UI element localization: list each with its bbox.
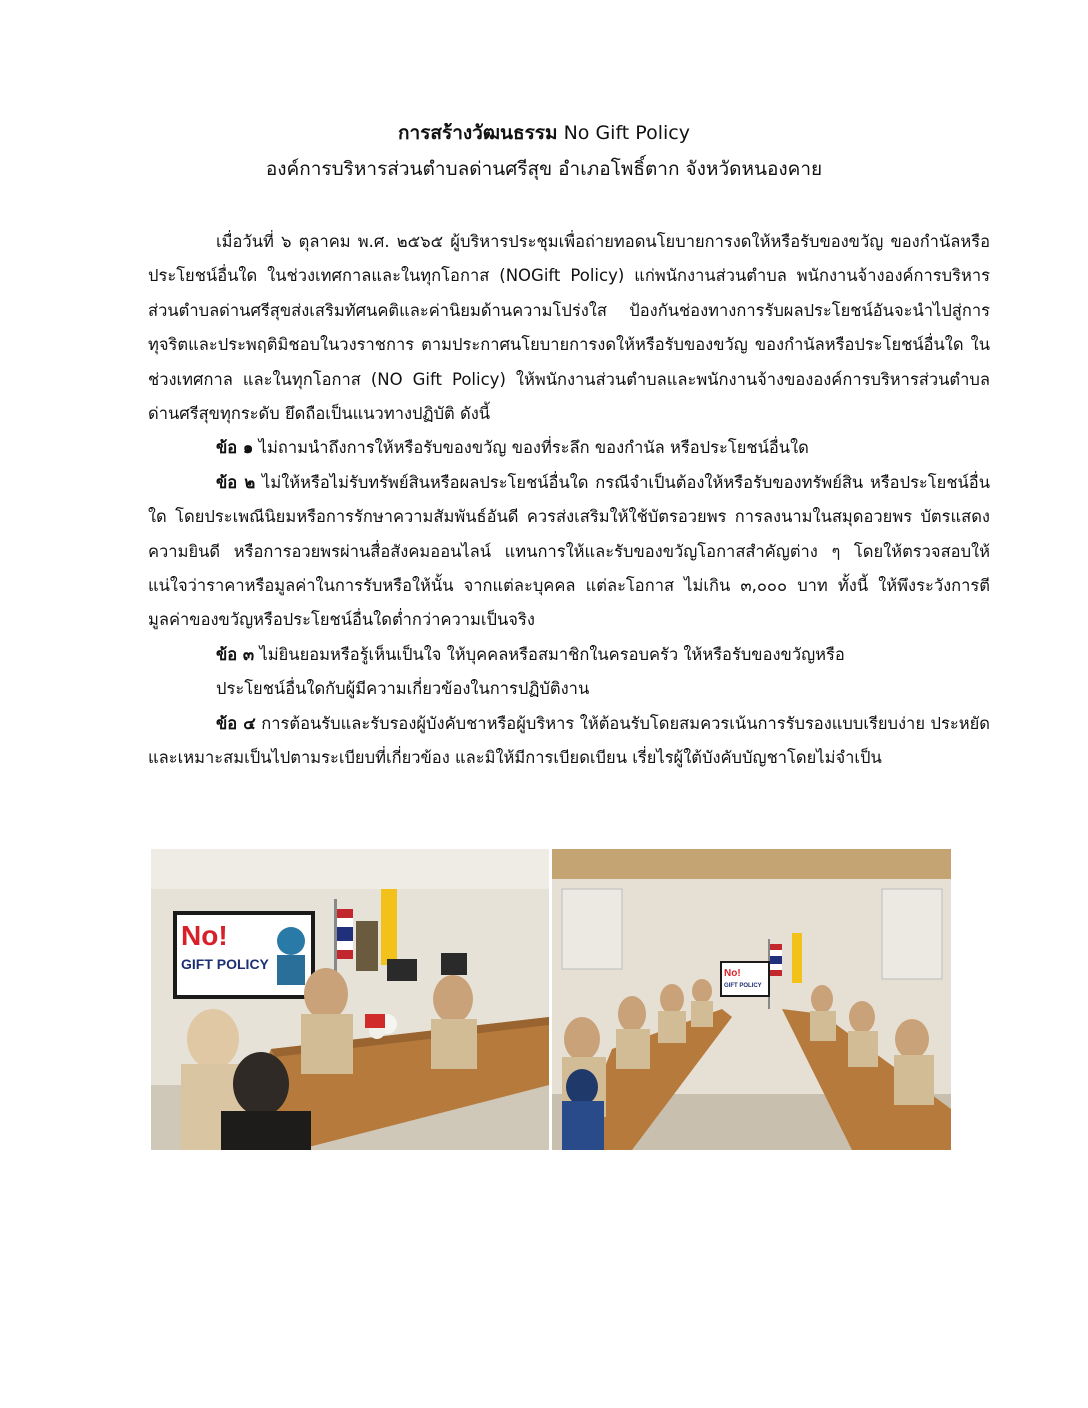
clause-label: ข้อ ๒ bbox=[216, 472, 256, 492]
banner-small-no-text: No! bbox=[724, 968, 741, 979]
document-subtitle: องค์การบริหารส่วนตำบลด่านศรีสุข อำเภอโพธิ์ตาก จังหวัดหนองคาย bbox=[265, 158, 823, 180]
clause-text: การต้อนรับและรับรองผู้บังคับชาหรือผู้บริหาร ให้ต้อนรับโดยสมควรเน้นการรับรองแบบเรียบง่าย ประหยัด และเหมาะสมเป็นไปตามระเบียบที่เกี่ยวข้อง และมิให้มีการเบียดเบียน เรี่ยไรผู้ใต้บังคับบัญชาโดยไม่จำเป็น bbox=[148, 713, 990, 768]
document-body bbox=[148, 225, 990, 776]
banner-no-text: No! bbox=[181, 920, 228, 951]
clause-label: ข้อ ๑ bbox=[216, 438, 254, 458]
banner-policy-text: GIFT POLICY bbox=[181, 956, 269, 972]
clause-label: ข้อ ๔ bbox=[216, 713, 256, 733]
clause-text: ไม่ยินยอมหรือรู้เห็นเป็นใจ ให้บุคคลหรือสมาชิกในครอบครัว ให้หรือรับของขวัญหรือ bbox=[254, 644, 845, 664]
meeting-photo-right bbox=[552, 849, 951, 1150]
document-title-bold: การสร้างวัฒนธรรม bbox=[398, 122, 558, 144]
intro-paragraph: เมื่อวันที่ ๖ ตุลาคม พ.ศ. ๒๕๖๕ ผู้บริหารประชุมเพื่อถ่ายทอดนโยบายการงดให้หรือรับของขวัญ ของกำนัลหรือประโยชน์อื่นใด ในช่วงเทศกาลและในทุกโอกาส (NOGift Policy) แก่พนักงานส่วนตำบล พนักงานจ้างองค์การบริหารส่วนตำบลด่านศรีสุขส่งเสริมทัศนคติและค่านิยมด้านความโปร่งใส ป้องกันช่องทางการรับผลประโยชน์อันจะนำไปสู่การทุจริตและประพฤติมิชอบในวงราชการ ตามประกาศนโยบายการงดให้หรือรับของขวัญ ของกำนัลหรือประโยชน์อื่นใด ในช่วงเทศกาล และในทุกโอกาส (NO Gift Policy) ให้พนักงานส่วนตำบลและพนักงานจ้างขององค์การบริหารส่วนตำบลด่านศรีสุขทุกระดับ ยึดถือเป็นแนวทางปฏิบัติ ดังนี้ bbox=[148, 232, 990, 424]
clause-label: ข้อ ๓ bbox=[216, 644, 255, 664]
clause-3 bbox=[148, 638, 990, 672]
meeting-photos bbox=[151, 849, 951, 1150]
banner-small-policy-text: GIFT POLICY bbox=[724, 983, 762, 989]
clause-4 bbox=[148, 707, 990, 776]
clause-3-continuation: ประโยชน์อื่นใดกับผู้มีความเกี่ยวข้องในการปฏิบัติงาน bbox=[216, 679, 590, 699]
document-title bbox=[0, 121, 1088, 145]
document-title-rest: No Gift Policy bbox=[557, 122, 690, 144]
meeting-photo-left bbox=[151, 849, 549, 1150]
clause-2 bbox=[148, 466, 990, 638]
clause-1 bbox=[148, 431, 990, 465]
clause-text: ไม่ถามนำถึงการให้หรือรับของขวัญ ของที่ระลึก ของกำนัล หรือประโยชน์อื่นใด bbox=[253, 438, 809, 458]
clause-text: ไม่ให้หรือไม่รับทรัพย์สินหรือผลประโยชน์อื่นใด กรณีจำเป็นต้องให้หรือรับของทรัพย์สิน หรือประโยชน์อื่นใด โดยประเพณีนิยมหรือการรักษาความสัมพันธ์อันดี ควรส่งเสริมให้ใช้บัตรอวยพร การลงนามในสมุดอวยพร บัตรแสดงความยินดี หรือการอวยพรผ่านสื่อสังคมออนไลน์ แทนการให้และรับของขวัญโอกาสสำคัญต่าง ๆ โดยให้ตรวจสอบให้แน่ใจว่าราคาหรือมูลค่าในการรับหรือให้นั้น จากแต่ละบุคคล แต่ละโอกาส ไม่เกิน ๓,๐๐๐ บาท ทั้งนี้ ให้พึงระวังการตีมูลค่าของขวัญหรือประโยชน์อื่นใดต่ำกว่าความเป็นจริง bbox=[148, 472, 990, 630]
